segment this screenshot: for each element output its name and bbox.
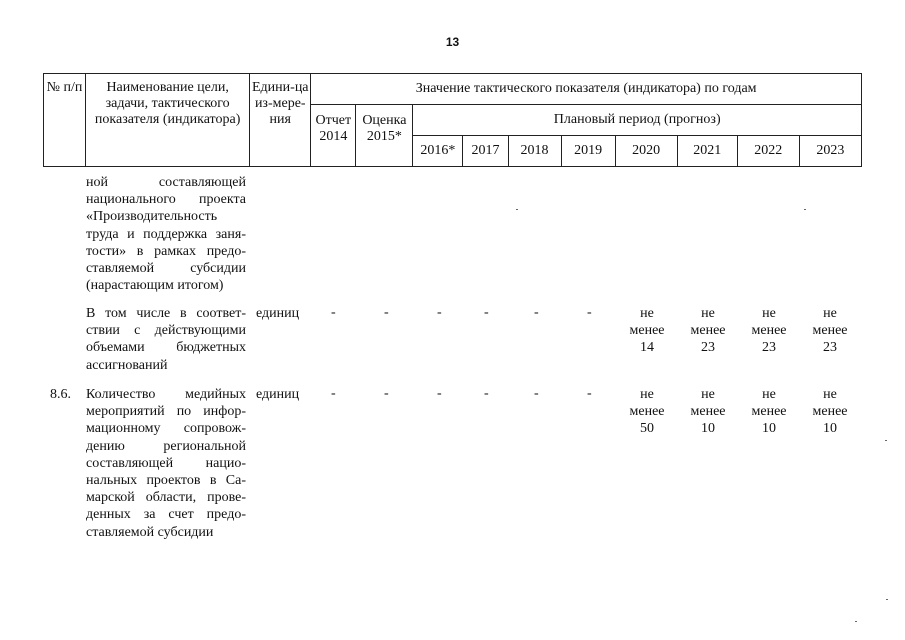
continuation-text — [86, 174, 246, 294]
text-line: марской области, прове- — [86, 490, 246, 506]
text-line: ствии с действующими — [86, 323, 246, 339]
header-year: 2016* — [413, 136, 463, 167]
text-line: ставляемой субсидии — [86, 261, 246, 277]
indicator-table-header — [43, 73, 862, 167]
text-line: (нарастающим итогом) — [86, 278, 224, 294]
row-b-value-2023: не менее 10 — [812, 387, 848, 436]
text-line: В том числе в соответ- — [86, 306, 246, 321]
text-line: составляющей нацио- — [86, 455, 246, 471]
text-line: ной составляющей — [86, 175, 246, 190]
header-year: 2019 — [561, 136, 615, 167]
row-a-value-2020: не менее 14 — [629, 306, 665, 355]
row-a-unit: единиц — [256, 306, 300, 321]
row-b-name — [86, 386, 246, 541]
row-a-value-2022: не менее 23 — [751, 306, 787, 355]
row-b-dash: - — [384, 386, 389, 401]
text-line: дению региональной — [86, 438, 246, 454]
header-values-title: Значение тактического показателя (индикатора) по годам — [311, 74, 862, 105]
text-line: тости» в рамках предо- — [86, 243, 246, 259]
header-name: Наименование цели, задачи, тактического показателя (индикатора) — [86, 74, 250, 167]
text-line: объемами бюджетных — [86, 340, 246, 356]
header-year: 2023 — [799, 136, 861, 167]
row-b-num: 8.6. — [50, 387, 71, 402]
row-b-dash: - — [587, 386, 592, 401]
header-year: 2022 — [737, 136, 799, 167]
header-unit: Едини-ца из-мере-ния — [250, 74, 311, 167]
text-line: мационному сопровож- — [86, 421, 246, 437]
row-a-dash: - — [331, 305, 336, 320]
text-line: труда и поддержка заня- — [86, 226, 246, 242]
page-number: 13 — [445, 35, 460, 49]
text-line: ассигнований — [86, 357, 168, 373]
header-estimate: Оценка 2015* — [356, 105, 413, 167]
text-line: нальных проектов в Са- — [86, 473, 246, 489]
text-line: мероприятий по инфор- — [86, 404, 246, 420]
header-year: 2021 — [677, 136, 737, 167]
header-report: Отчет 2014 — [311, 105, 356, 167]
row-b-value-2022: не менее 10 — [751, 387, 787, 436]
row-b-value-2021: не менее 10 — [690, 387, 726, 436]
scan-speck — [855, 621, 857, 622]
row-b-value-2020: не менее 50 — [629, 387, 665, 436]
row-b-dash: - — [437, 386, 442, 401]
text-line: Количество медийных — [86, 387, 246, 402]
header-year: 2020 — [615, 136, 677, 167]
row-b-unit: единиц — [256, 387, 300, 402]
row-b-dash: - — [534, 386, 539, 401]
scan-speck — [804, 209, 806, 210]
row-b-dash: - — [331, 386, 336, 401]
row-a-dash: - — [484, 305, 489, 320]
text-line: «Производительность — [86, 209, 218, 225]
header-year: 2017 — [463, 136, 508, 167]
header-num: № п/п — [44, 74, 86, 167]
text-line: денных за счет предо- — [86, 507, 246, 523]
scan-speck — [886, 599, 888, 600]
text-line: национального проекта — [86, 192, 246, 208]
header-plan-period: Плановый период (прогноз) — [413, 105, 862, 136]
row-a-dash: - — [384, 305, 389, 320]
scan-speck — [885, 440, 887, 441]
row-a-value-2021: не менее 23 — [690, 306, 726, 355]
header-year: 2018 — [508, 136, 561, 167]
row-a-dash: - — [437, 305, 442, 320]
row-a-name — [86, 305, 246, 374]
scan-speck — [516, 209, 518, 210]
row-b-dash: - — [484, 386, 489, 401]
row-a-dash: - — [534, 305, 539, 320]
text-line: ставляемой субсидии — [86, 524, 214, 540]
row-a-dash: - — [587, 305, 592, 320]
row-a-value-2023: не менее 23 — [812, 306, 848, 355]
